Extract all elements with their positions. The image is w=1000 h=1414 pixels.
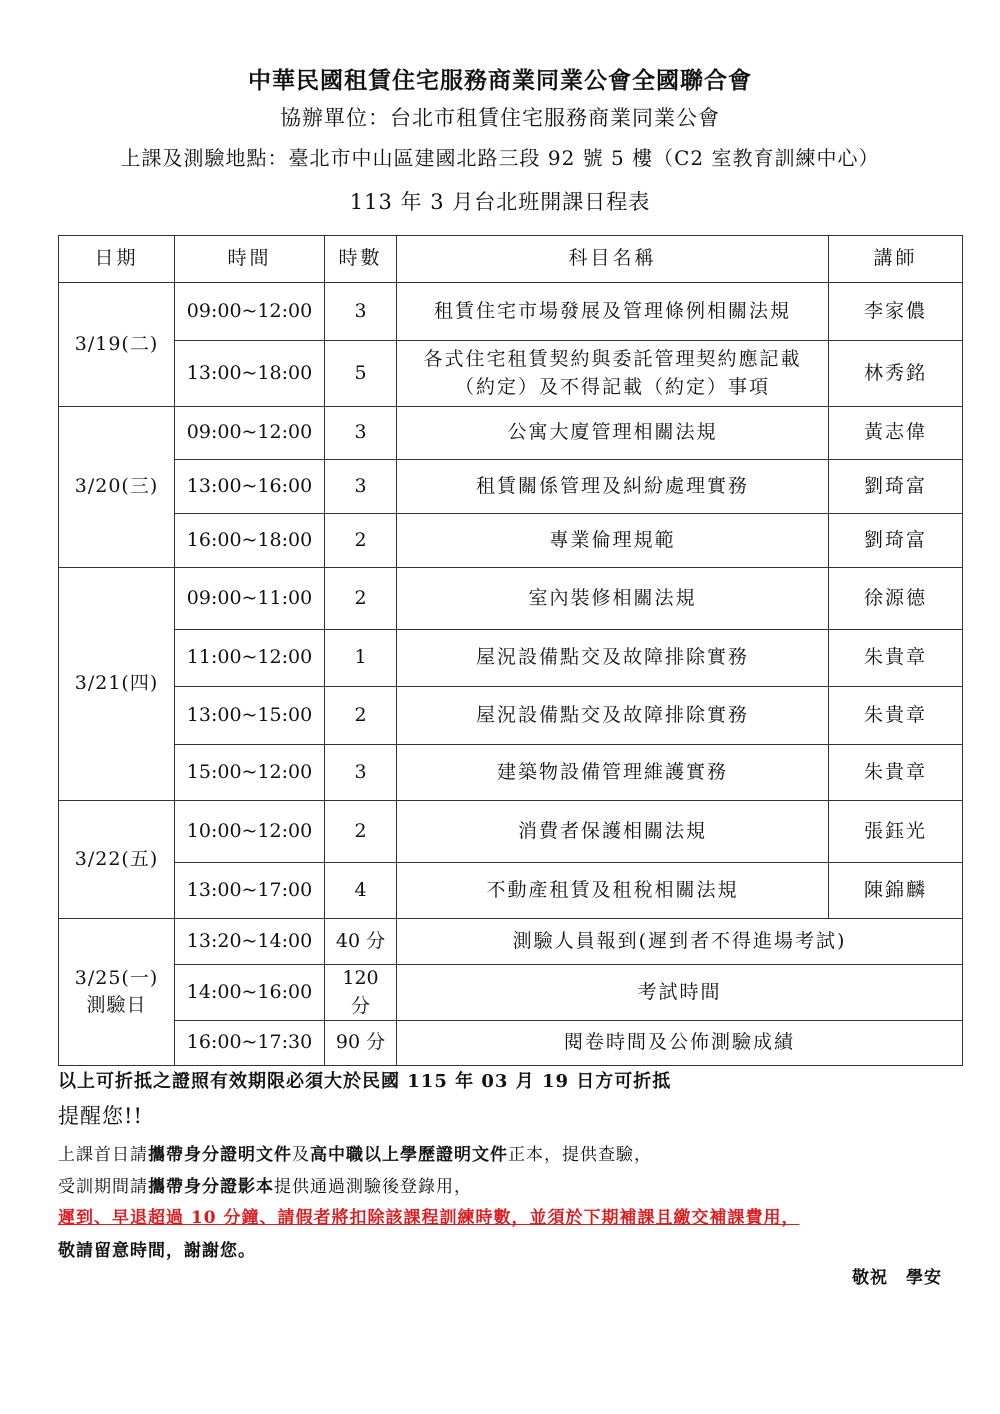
subject-cell: 租賃關係管理及糾紛處理實務 xyxy=(397,460,829,514)
teacher-cell: 朱貴章 xyxy=(829,630,963,687)
text-span: 上課首日請 xyxy=(58,1145,148,1165)
time-cell: 13:00~17:00 xyxy=(175,863,325,919)
table-row xyxy=(59,863,963,919)
hours-cell: 5 xyxy=(325,341,397,407)
teacher-cell: 劉琦富 xyxy=(829,460,963,514)
subject-cell: 租賃住宅市場發展及管理條例相關法規 xyxy=(397,283,829,341)
text-span: 正本，提供查驗， xyxy=(508,1145,652,1165)
hours-cell: 4 xyxy=(325,863,397,919)
header-subject: 科目名稱 xyxy=(397,236,829,283)
table-row xyxy=(59,965,963,1021)
table-row xyxy=(59,919,963,965)
exam-item-cell: 測驗人員報到(遲到者不得進場考試) xyxy=(397,919,963,965)
hours-cell: 3 xyxy=(325,283,397,341)
table-header-row xyxy=(59,236,963,283)
text-span: 提供通過測驗後登錄用， xyxy=(274,1177,472,1197)
table-row xyxy=(59,568,963,630)
subject-cell: 專業倫理規範 xyxy=(397,514,829,568)
co-organizer: 協辦單位：台北市租賃住宅服務商業同業公會 xyxy=(280,106,720,130)
teacher-cell: 張鈺光 xyxy=(829,801,963,863)
time-cell: 14:00~16:00 xyxy=(175,965,325,1021)
date-cell: 3/21(四) xyxy=(59,568,175,801)
salutation: 敬祝 學安 xyxy=(852,1268,942,1288)
emphasis-span: 攜帶身分證影本 xyxy=(148,1177,274,1197)
time-cell: 16:00~18:00 xyxy=(175,514,325,568)
reminder-line-id-documents xyxy=(58,1140,652,1165)
time-cell: 10:00~12:00 xyxy=(175,801,325,863)
table-row xyxy=(59,283,963,341)
duration-cell: 90 分 xyxy=(325,1021,397,1066)
exam-date: 3/25(一) xyxy=(74,966,159,989)
time-cell: 09:00~11:00 xyxy=(175,568,325,630)
table-row xyxy=(59,801,963,863)
header-date: 日期 xyxy=(59,236,175,283)
teacher-cell: 劉琦富 xyxy=(829,514,963,568)
subject-cell: 消費者保護相關法規 xyxy=(397,801,829,863)
subject-cell: 公寓大廈管理相關法規 xyxy=(397,407,829,460)
subject-cell: 室內裝修相關法規 xyxy=(397,568,829,630)
time-cell: 09:00~12:00 xyxy=(175,407,325,460)
table-row xyxy=(59,630,963,687)
hours-cell: 2 xyxy=(325,687,397,745)
license-validity-note: 以上可折抵之證照有效期限必須大於民國 115 年 03 月 19 日方可折抵 xyxy=(58,1071,672,1092)
exam-item-cell: 閱卷時間及公佈測驗成績 xyxy=(397,1021,963,1066)
hours-cell: 2 xyxy=(325,801,397,863)
exam-item-cell: 考試時間 xyxy=(397,965,963,1021)
time-cell: 16:00~17:30 xyxy=(175,1021,325,1066)
teacher-cell: 朱貴章 xyxy=(829,687,963,745)
time-cell: 15:00~12:00 xyxy=(175,745,325,801)
duration-cell: 120 分 xyxy=(325,965,397,1021)
time-cell: 13:00~15:00 xyxy=(175,687,325,745)
table-row xyxy=(59,407,963,460)
hours-cell: 3 xyxy=(325,407,397,460)
subject-cell: 建築物設備管理維護實務 xyxy=(397,745,829,801)
reminder-title: 提醒您!! xyxy=(58,1104,143,1128)
hours-cell: 3 xyxy=(325,460,397,514)
emphasis-span: 高中職以上學歷證明文件 xyxy=(310,1145,508,1165)
table-row xyxy=(59,745,963,801)
subject-cell: 屋況設備點交及故障排除實務 xyxy=(397,630,829,687)
subject-cell: 不動產租賃及租稅相關法規 xyxy=(397,863,829,919)
header-hours: 時數 xyxy=(325,236,397,283)
hours-cell: 1 xyxy=(325,630,397,687)
exam-date-cell xyxy=(59,919,175,1066)
schedule-table xyxy=(58,235,963,1066)
table-row xyxy=(59,514,963,568)
emphasis-span: 攜帶身分證明文件 xyxy=(148,1145,292,1165)
time-cell: 11:00~12:00 xyxy=(175,630,325,687)
table-row xyxy=(59,341,963,407)
time-cell: 13:00~18:00 xyxy=(175,341,325,407)
teacher-cell: 陳錦麟 xyxy=(829,863,963,919)
teacher-cell: 林秀銘 xyxy=(829,341,963,407)
teacher-cell: 李家儂 xyxy=(829,283,963,341)
document-title: 中華民國租賃住宅服務商業同業公會全國聯合會 xyxy=(248,67,752,94)
subject-cell: 屋況設備點交及故障排除實務 xyxy=(397,687,829,745)
attendance-warning: 遲到、早退超過 10 分鐘、請假者將扣除該課程訓練時數，並須於下期補課且繳交補課費用， xyxy=(58,1208,800,1228)
table-row xyxy=(59,1021,963,1066)
hours-cell: 2 xyxy=(325,568,397,630)
reminder-line-id-copy xyxy=(58,1172,472,1197)
teacher-cell: 朱貴章 xyxy=(829,745,963,801)
duration-cell: 40 分 xyxy=(325,919,397,965)
closing-request: 敬請留意時間，謝謝您。 xyxy=(58,1241,256,1261)
teacher-cell: 黃志偉 xyxy=(829,407,963,460)
schedule-title: 113 年 3 月台北班開課日程表 xyxy=(349,190,651,214)
table-row xyxy=(59,460,963,514)
date-cell: 3/20(三) xyxy=(59,407,175,568)
text-span: 受訓期間請 xyxy=(58,1177,148,1197)
date-cell: 3/19(二) xyxy=(59,283,175,407)
header-teacher: 講師 xyxy=(829,236,963,283)
time-cell: 13:20~14:00 xyxy=(175,919,325,965)
time-cell: 13:00~16:00 xyxy=(175,460,325,514)
table-row xyxy=(59,687,963,745)
date-cell: 3/22(五) xyxy=(59,801,175,919)
time-cell: 09:00~12:00 xyxy=(175,283,325,341)
venue-location: 上課及測驗地點：臺北市中山區建國北路三段 92 號 5 樓（C2 室教育訓練中心） xyxy=(120,146,880,170)
exam-day-label: 測驗日 xyxy=(86,994,147,1017)
subject-cell: 各式住宅租賃契約與委託管理契約應記載（約定）及不得記載（約定）事項 xyxy=(397,341,829,407)
header-time: 時間 xyxy=(175,236,325,283)
teacher-cell: 徐源德 xyxy=(829,568,963,630)
hours-cell: 2 xyxy=(325,514,397,568)
hours-cell: 3 xyxy=(325,745,397,801)
text-span: 及 xyxy=(292,1145,310,1165)
